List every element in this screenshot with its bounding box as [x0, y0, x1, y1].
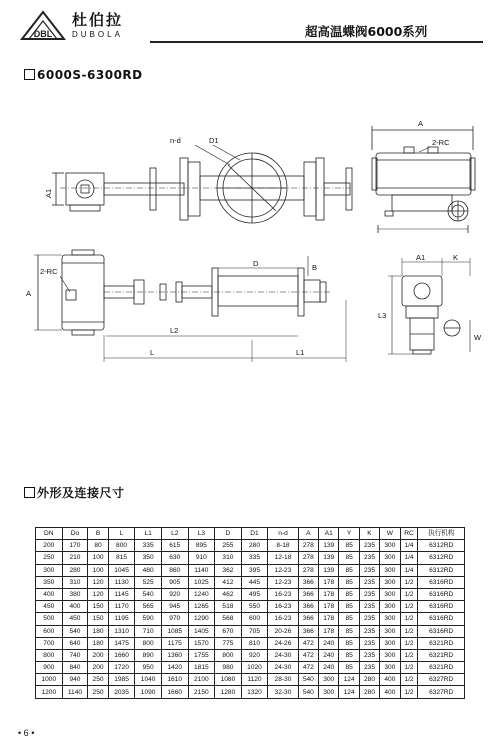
table-cell: 525	[135, 576, 162, 588]
table-cell: 139	[319, 552, 339, 564]
table-header-cell: W	[380, 528, 400, 540]
table-cell: 250	[88, 686, 108, 698]
table-cell: 85	[339, 540, 359, 552]
header-rule	[150, 41, 483, 43]
bullet-left: •	[18, 728, 22, 738]
table-cell: 380	[62, 588, 88, 600]
table-row	[36, 576, 465, 588]
table-cell: 1310	[108, 625, 135, 637]
logo-letters: DBL	[33, 29, 53, 39]
table-cell: 300	[380, 540, 400, 552]
technical-drawing	[0, 90, 499, 400]
table-cell: 1085	[161, 625, 188, 637]
table-cell: 240	[319, 637, 339, 649]
brand-name-cn: 杜伯拉	[72, 11, 124, 29]
table-cell: 300	[380, 637, 400, 649]
label-rc-left: 2-RC	[40, 267, 58, 276]
table-cell: 2150	[188, 686, 215, 698]
table-cell: 12-23	[268, 564, 298, 576]
page-number	[18, 728, 34, 738]
table-cell: 6312RD	[418, 564, 465, 576]
table-cell: 85	[339, 662, 359, 674]
table-cell: 600	[241, 613, 268, 625]
table-cell: 12-23	[268, 576, 298, 588]
table-row	[36, 552, 465, 564]
table-cell: 120	[88, 588, 108, 600]
label-d: D	[253, 259, 259, 268]
page-number-value: 6	[23, 728, 29, 738]
table-cell: 350	[36, 576, 63, 588]
table-cell: 240	[319, 649, 339, 661]
table-cell: 6316RD	[418, 588, 465, 600]
table-cell: 278	[298, 552, 318, 564]
table-cell: 1420	[161, 662, 188, 674]
table-cell: 1020	[241, 662, 268, 674]
table-cell: 6321RD	[418, 637, 465, 649]
table-cell: 6321RD	[418, 662, 465, 674]
label-l3: L3	[378, 311, 387, 320]
table-cell: 250	[36, 552, 63, 564]
table-cell: 200	[88, 649, 108, 661]
table-cell: 615	[161, 540, 188, 552]
table-cell: 12-18	[268, 552, 298, 564]
table-cell: 85	[339, 637, 359, 649]
table-cell: 178	[319, 613, 339, 625]
table-cell: 170	[62, 540, 88, 552]
table-cell: 300	[319, 686, 339, 698]
table-cell: 1240	[188, 588, 215, 600]
table-cell: 400	[36, 588, 63, 600]
table-cell: 1/2	[400, 649, 418, 661]
table-cell: 945	[161, 601, 188, 613]
table-cell: 710	[135, 625, 162, 637]
table-cell: 235	[359, 552, 379, 564]
table-cell: 1/2	[400, 662, 418, 674]
table-row	[36, 649, 465, 661]
table-cell: 235	[359, 613, 379, 625]
table-cell: 1045	[108, 564, 135, 576]
table-cell: 1660	[108, 649, 135, 661]
table-cell: 860	[161, 564, 188, 576]
table-cell: 445	[241, 576, 268, 588]
table-cell: 178	[319, 625, 339, 637]
table-cell: 200	[88, 662, 108, 674]
table-cell: 178	[319, 601, 339, 613]
table-cell: 905	[161, 576, 188, 588]
table-cell: 85	[339, 601, 359, 613]
table-cell: 775	[215, 637, 242, 649]
table-cell: 1755	[188, 649, 215, 661]
table-cell: 6321RD	[418, 649, 465, 661]
table-cell: 366	[298, 588, 318, 600]
table-cell: 6316RD	[418, 576, 465, 588]
table-cell: 235	[359, 662, 379, 674]
table-cell: 1/2	[400, 637, 418, 649]
table-cell: 300	[380, 662, 400, 674]
actuator-side-view	[372, 119, 475, 233]
table-cell: 280	[62, 564, 88, 576]
table-row	[36, 625, 465, 637]
table-cell: 895	[188, 540, 215, 552]
table-cell: 100	[88, 552, 108, 564]
label-a-top: A	[418, 119, 424, 128]
table-cell: 540	[135, 588, 162, 600]
table-cell: 940	[62, 674, 88, 686]
table-cell: 705	[241, 625, 268, 637]
table-cell: 1/2	[400, 588, 418, 600]
label-d1: D1	[209, 136, 219, 145]
table-cell: 500	[36, 613, 63, 625]
table-row	[36, 686, 465, 698]
table-cell: 630	[161, 552, 188, 564]
table-cell: 335	[241, 552, 268, 564]
table-header-cell: D1	[241, 528, 268, 540]
table-cell: 1/2	[400, 613, 418, 625]
table-cell: 400	[380, 674, 400, 686]
table-cell: 1/2	[400, 601, 418, 613]
table-cell: 1265	[188, 601, 215, 613]
table-cell: 950	[135, 662, 162, 674]
table-cell: 1/4	[400, 564, 418, 576]
label-l: L	[150, 348, 155, 357]
table-cell: 6316RD	[418, 613, 465, 625]
dimension-table	[35, 527, 465, 699]
table-cell: 1025	[188, 576, 215, 588]
table-cell: 300	[380, 625, 400, 637]
dbl-logo	[20, 10, 66, 40]
table-cell: 1140	[188, 564, 215, 576]
table-cell: 8-18	[268, 540, 298, 552]
model-title	[24, 68, 143, 82]
table-cell: 1040	[135, 674, 162, 686]
table-header-row	[36, 528, 465, 540]
label-l2: L2	[170, 326, 179, 335]
table-cell: 180	[88, 625, 108, 637]
table-cell: 900	[36, 662, 63, 674]
table-cell: 310	[62, 576, 88, 588]
table-header-cell: n-d	[268, 528, 298, 540]
table-cell: 1080	[215, 674, 242, 686]
dimension-section-title-text: 外形及连接尺寸	[37, 486, 125, 500]
table-header-cell: Do	[62, 528, 88, 540]
table-cell: 1/2	[400, 625, 418, 637]
label-l1: L1	[296, 348, 305, 357]
table-cell: 235	[359, 649, 379, 661]
table-cell: 2100	[188, 674, 215, 686]
table-cell: 1/4	[400, 540, 418, 552]
table-cell: 568	[215, 613, 242, 625]
table-cell: 16-23	[268, 601, 298, 613]
table-cell: 800	[36, 649, 63, 661]
table-header-cell: L3	[188, 528, 215, 540]
table-cell: 472	[298, 662, 318, 674]
table-cell: 250	[88, 674, 108, 686]
table-cell: 235	[359, 576, 379, 588]
table-cell: 85	[339, 649, 359, 661]
table-cell: 670	[215, 625, 242, 637]
table-cell: 540	[298, 674, 318, 686]
table-cell: 1140	[62, 686, 88, 698]
table-header-cell: B	[88, 528, 108, 540]
table-cell: 235	[359, 637, 379, 649]
table-cell: 366	[298, 576, 318, 588]
table-row	[36, 674, 465, 686]
table-cell: 980	[215, 662, 242, 674]
table-header-cell: L1	[135, 528, 162, 540]
table-header-cell: L	[108, 528, 135, 540]
table-cell: 810	[241, 637, 268, 649]
table-cell: 910	[188, 552, 215, 564]
table-cell: 235	[359, 588, 379, 600]
table-cell: 495	[241, 588, 268, 600]
table-cell: 366	[298, 613, 318, 625]
table-cell: 178	[319, 588, 339, 600]
plan-view	[26, 250, 346, 362]
table-cell: 235	[359, 540, 379, 552]
table-cell: 280	[359, 674, 379, 686]
table-cell: 335	[135, 540, 162, 552]
table-cell: 970	[161, 613, 188, 625]
table-cell: 815	[108, 552, 135, 564]
label-a1-left: A1	[44, 188, 53, 198]
table-row	[36, 564, 465, 576]
table-header-cell: A	[298, 528, 318, 540]
table-cell: 800	[135, 637, 162, 649]
header	[0, 0, 499, 46]
table-row	[36, 613, 465, 625]
table-cell: 16-23	[268, 613, 298, 625]
table-cell: 450	[62, 613, 88, 625]
table-cell: 1175	[161, 637, 188, 649]
table-cell: 300	[380, 564, 400, 576]
series-title: 超高温蝶阀6000系列	[305, 24, 428, 39]
table-body	[36, 540, 465, 698]
table-cell: 20-26	[268, 625, 298, 637]
table-header-cell: A1	[319, 528, 339, 540]
table-cell: 280	[241, 540, 268, 552]
table-cell: 1280	[215, 686, 242, 698]
table-cell: 1/2	[400, 576, 418, 588]
table-cell: 1570	[188, 637, 215, 649]
table-cell: 6327RD	[418, 686, 465, 698]
table-cell: 1720	[108, 662, 135, 674]
table-cell: 472	[298, 649, 318, 661]
table-row	[36, 588, 465, 600]
table-header-cell: Y	[339, 528, 359, 540]
model-title-text: 6000S-6300RD	[37, 68, 143, 82]
table-cell: 1360	[161, 649, 188, 661]
table-cell: 300	[380, 601, 400, 613]
table-cell: 300	[380, 576, 400, 588]
table-cell: 1090	[135, 686, 162, 698]
table-cell: 412	[215, 576, 242, 588]
table-cell: 472	[298, 637, 318, 649]
table-cell: 85	[339, 588, 359, 600]
table-header-cell: DN	[36, 528, 63, 540]
table-cell: 32-30	[268, 686, 298, 698]
table-cell: 310	[215, 552, 242, 564]
table-cell: 150	[88, 613, 108, 625]
table-row	[36, 637, 465, 649]
label-k: K	[453, 253, 459, 262]
checkbox-square-icon	[24, 69, 35, 80]
table-cell: 278	[298, 564, 318, 576]
table-cell: 124	[339, 674, 359, 686]
table-row	[36, 540, 465, 552]
table-cell: 890	[135, 649, 162, 661]
table-cell: 2035	[108, 686, 135, 698]
table-cell: 590	[135, 613, 162, 625]
table-cell: 1320	[241, 686, 268, 698]
table-cell: 1475	[108, 637, 135, 649]
table-cell: 85	[339, 552, 359, 564]
end-view	[378, 253, 482, 354]
table-cell: 366	[298, 601, 318, 613]
label-w: W	[474, 333, 482, 342]
table-cell: 278	[298, 540, 318, 552]
table-cell: 920	[161, 588, 188, 600]
table-cell: 400	[380, 686, 400, 698]
table-cell: 300	[380, 613, 400, 625]
table-cell: 150	[88, 601, 108, 613]
label-a1-right: A1	[416, 253, 426, 262]
table-cell: 139	[319, 540, 339, 552]
table-cell: 400	[62, 601, 88, 613]
table-cell: 800	[215, 649, 242, 661]
table-cell: 1/4	[400, 552, 418, 564]
table-cell: 139	[319, 564, 339, 576]
label-a-left: A	[26, 289, 32, 298]
table-cell: 6327RD	[418, 674, 465, 686]
table-cell: 28-30	[268, 674, 298, 686]
table-cell: 235	[359, 564, 379, 576]
table-cell: 450	[36, 601, 63, 613]
table-cell: 540	[62, 625, 88, 637]
table-cell: 1195	[108, 613, 135, 625]
table-cell: 480	[135, 564, 162, 576]
table-cell: 200	[36, 540, 63, 552]
table-cell: 280	[359, 686, 379, 698]
table-header-cell: L2	[161, 528, 188, 540]
table-cell: 1145	[108, 588, 135, 600]
table-cell: 395	[241, 564, 268, 576]
table-cell: 240	[319, 662, 339, 674]
table-cell: 1/2	[400, 674, 418, 686]
table-cell: 300	[380, 552, 400, 564]
table-cell: 235	[359, 625, 379, 637]
table-cell: 462	[215, 588, 242, 600]
table-cell: 24-26	[268, 637, 298, 649]
table-header-cell: RC	[400, 528, 418, 540]
table-cell: 362	[215, 564, 242, 576]
table-cell: 550	[241, 601, 268, 613]
table-row	[36, 662, 465, 674]
table-cell: 1120	[241, 674, 268, 686]
table-cell: 300	[380, 588, 400, 600]
table-cell: 350	[135, 552, 162, 564]
table-cell: 920	[241, 649, 268, 661]
table-cell: 124	[339, 686, 359, 698]
table-cell: 1405	[188, 625, 215, 637]
table-header-cell: D	[215, 528, 242, 540]
table-cell: 1170	[108, 601, 135, 613]
table-cell: 518	[215, 601, 242, 613]
table-cell: 1985	[108, 674, 135, 686]
table-cell: 740	[62, 649, 88, 661]
table-cell: 16-23	[268, 588, 298, 600]
dimension-section-title	[24, 484, 125, 501]
bullet-right: •	[31, 728, 35, 738]
label-rc-top: 2-RC	[432, 138, 450, 147]
table-cell: 235	[359, 601, 379, 613]
table-cell: 6316RD	[418, 601, 465, 613]
table-cell: 366	[298, 625, 318, 637]
table-cell: 180	[88, 637, 108, 649]
table-cell: 6312RD	[418, 540, 465, 552]
table-cell: 300	[319, 674, 339, 686]
label-nd: n-d	[170, 136, 181, 145]
table-cell: 6316RD	[418, 625, 465, 637]
table-cell: 1290	[188, 613, 215, 625]
table-cell: 85	[339, 576, 359, 588]
table-cell: 1/2	[400, 686, 418, 698]
table-cell: 80	[88, 540, 108, 552]
table-cell: 24-30	[268, 649, 298, 661]
table-cell: 85	[339, 564, 359, 576]
table-cell: 24-30	[268, 662, 298, 674]
table-cell: 85	[339, 625, 359, 637]
table-cell: 540	[298, 686, 318, 698]
front-view-valve	[44, 136, 352, 223]
table-header-cell: K	[359, 528, 379, 540]
table-cell: 840	[62, 662, 88, 674]
table-cell: 1200	[36, 686, 63, 698]
table-cell: 300	[36, 564, 63, 576]
table-cell: 1660	[161, 686, 188, 698]
table-cell: 120	[88, 576, 108, 588]
table-cell: 565	[135, 601, 162, 613]
table-cell: 800	[108, 540, 135, 552]
table-cell: 600	[36, 625, 63, 637]
brand-name-en: DUBOLA	[72, 30, 123, 39]
table-cell: 700	[36, 637, 63, 649]
table-cell: 100	[88, 564, 108, 576]
table-cell: 1610	[161, 674, 188, 686]
table-cell: 255	[215, 540, 242, 552]
table-header-cell: 执行机构	[418, 528, 465, 540]
table-cell: 1815	[188, 662, 215, 674]
table-cell: 6312RD	[418, 552, 465, 564]
label-b: B	[312, 263, 318, 272]
table-cell: 300	[380, 649, 400, 661]
table-row	[36, 601, 465, 613]
table-cell: 1130	[108, 576, 135, 588]
table-cell: 85	[339, 613, 359, 625]
table-cell: 1000	[36, 674, 63, 686]
table-cell: 178	[319, 576, 339, 588]
checkbox-square-icon	[24, 487, 35, 498]
table-cell: 210	[62, 552, 88, 564]
table-cell: 640	[62, 637, 88, 649]
